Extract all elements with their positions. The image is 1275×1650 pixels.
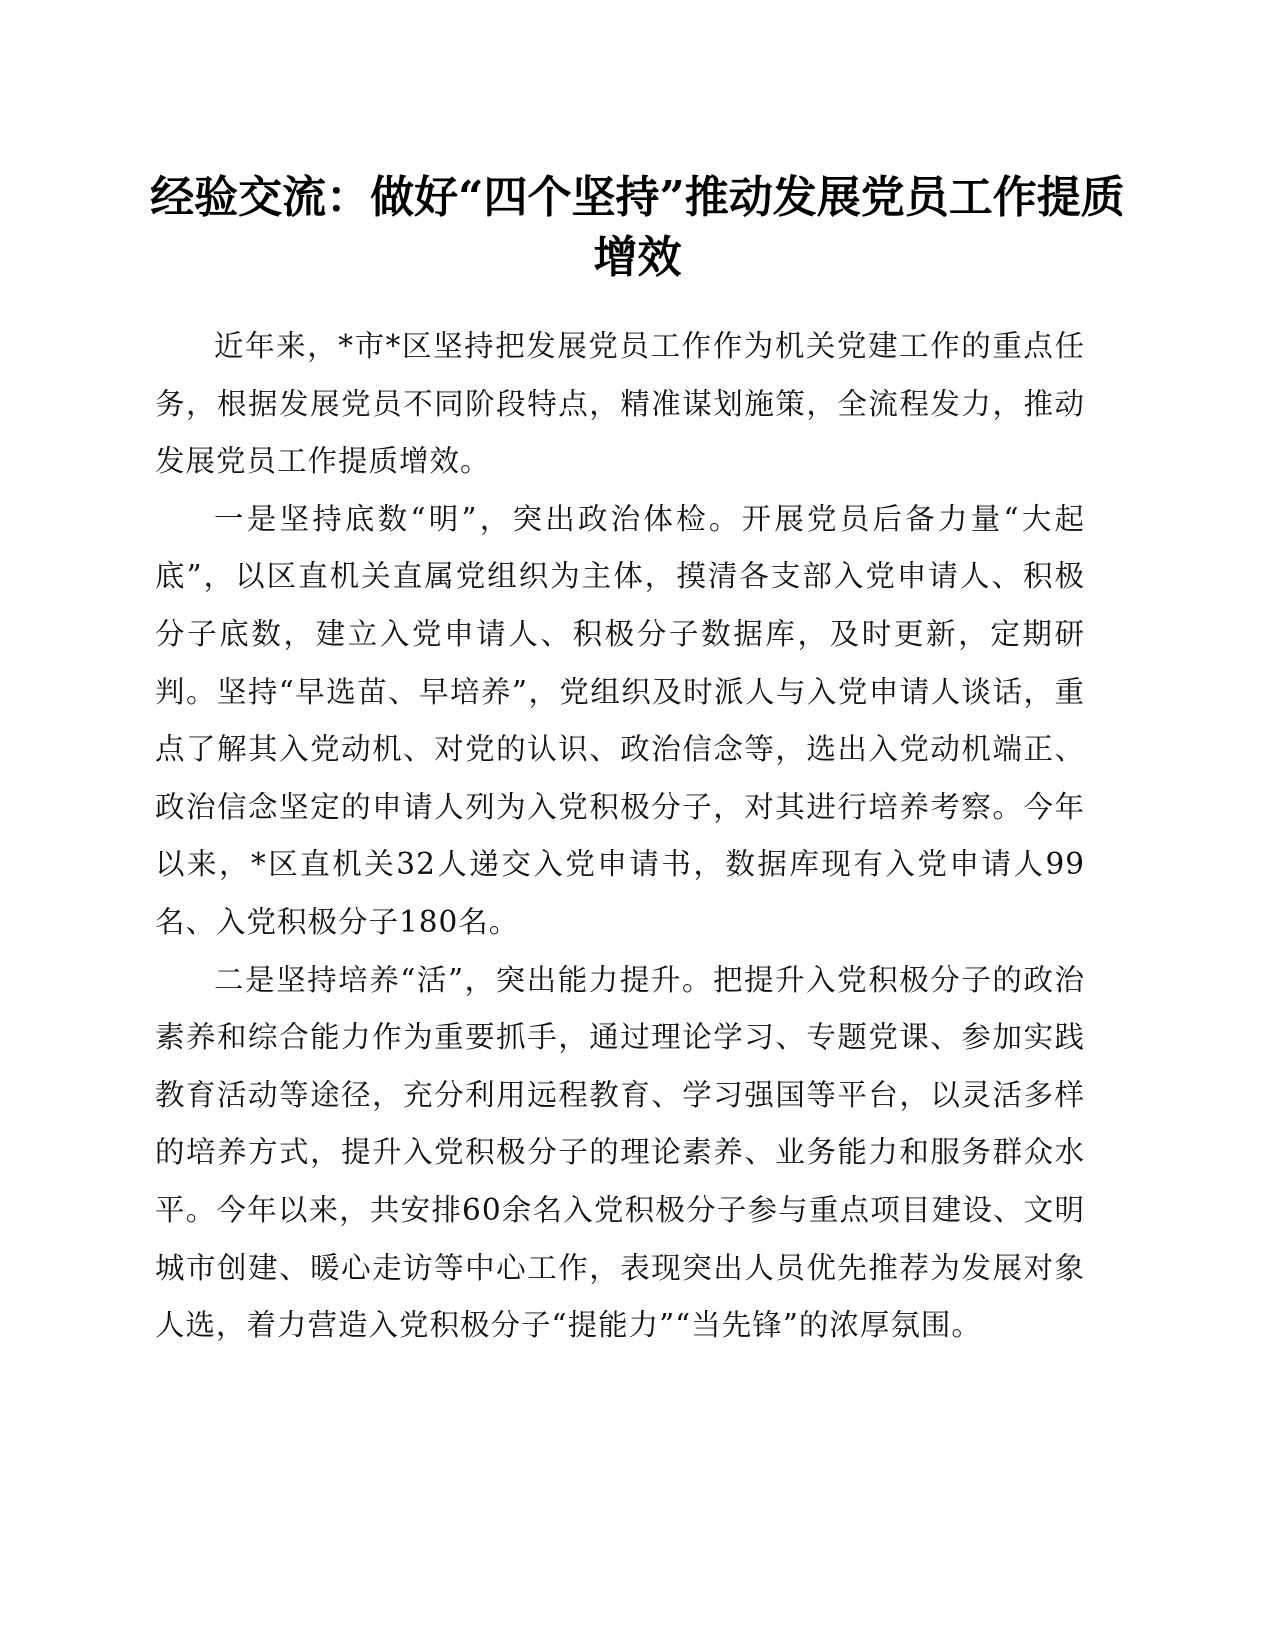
document-body xyxy=(155,318,1085,1355)
paragraph-point-two: 二是坚持培养“活”，突出能力提升。把提升入党积极分子的政治素养和综合能力作为重要抓手，通过理论学习、专题党课、参加实践教育活动等途径，充分利用远程教育、学习强国等平台，以灵活多样的培养方式，提升入党积极分子的理论素养、业务能力和服务群众水平。今年以来，共安排60余名入党积极分子参与重点项目建设、文明城市创建、暖心走访等中心工作，表现突出人员优先推荐为发展对象人选，着力营造入党积极分子“提能力”“当先锋”的浓厚氛围。 xyxy=(155,962,1085,1343)
paragraph-point-one: 一是坚持底数“明”，突出政治体检。开展党员后备力量“大起底”，以区直机关直属党组织为主体，摸清各支部入党申请人、积极分子底数，建立入党申请人、积极分子数据库，及时更新，定期研判。坚持“早选苗、早培养”，党组织及时派人与入党申请人谈话，重点了解其入党动机、对党的认识、政治信念等，选出入党动机端正、政治信念坚定的申请人列为入党积极分子，对其进行培养考察。今年以来，*区直机关32人递交入党申请书，数据库现有入党申请人99名、入党积极分子180名。 xyxy=(155,501,1085,939)
paragraph-intro: 近年来，*市*区坚持把发展党员工作作为机关党建工作的重点任务，根据发展党员不同阶段特点，精准谋划施策，全流程发力，推动发展党员工作提质增效。 xyxy=(155,329,1085,479)
document-title: 经验交流：做好“四个坚持”推动发展党员工作提质增效 xyxy=(150,172,1125,283)
